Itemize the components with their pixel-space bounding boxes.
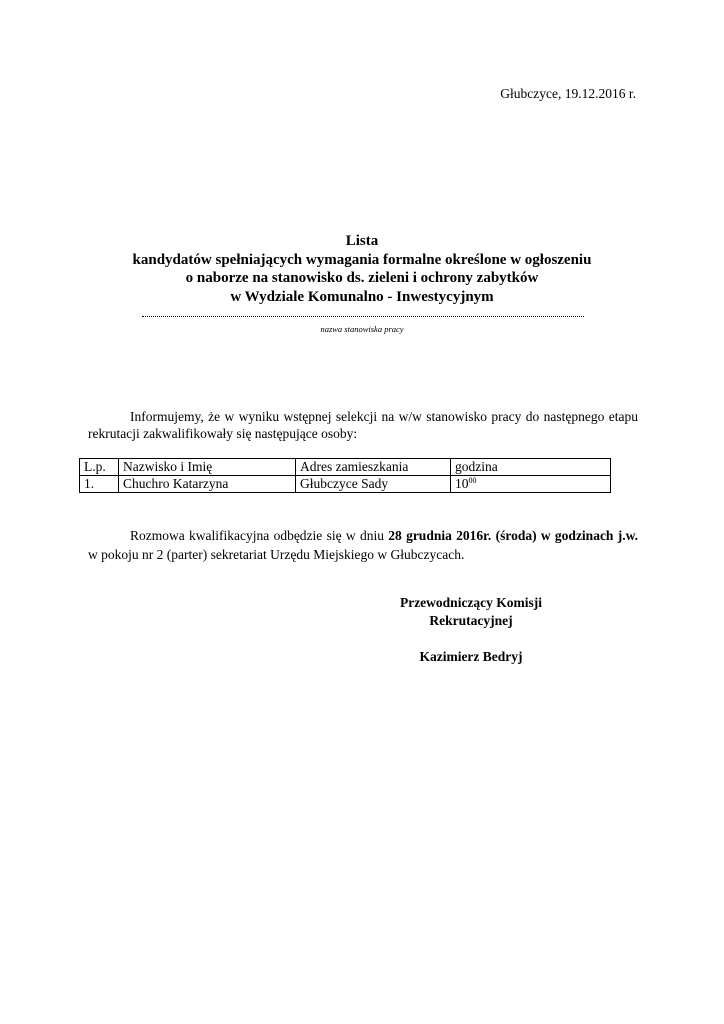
header-lp: L.p. — [80, 459, 119, 476]
cell-lp: 1. — [80, 476, 119, 493]
interview-text-1: Rozmowa kwalifikacyjna odbędzie się w dniu — [130, 528, 389, 543]
interview-date-bold: 28 grudnia 2016r. (środa) w godzinach j.w. — [388, 528, 638, 543]
interview-text-2: w pokoju nr 2 (parter) sekretariat Urzędu Miejskiego w Głubczycach. — [88, 547, 465, 562]
cell-name: Chuchro Katarzyna — [119, 476, 296, 493]
signature-name: Kazimierz Bedryj — [419, 649, 523, 664]
hour-value: 10 — [455, 476, 469, 491]
signature-block — [356, 594, 586, 666]
title-line-1: Lista — [345, 233, 379, 249]
table-header-row — [80, 459, 611, 476]
table-row — [80, 476, 611, 493]
signature-title-1: Przewodniczący Komisji — [399, 595, 543, 610]
document-title — [0, 232, 724, 306]
signature-title-2: Rekrutacyjnej — [429, 613, 513, 628]
interview-paragraph — [88, 526, 638, 564]
header-hour: godzina — [451, 459, 611, 476]
intro-paragraph: Informujemy, że w wyniku wstępnej selekcji na w/w stanowisko pracy do następnego etapu rekrutacji zakwalifikowały się następujące osoby: — [88, 409, 638, 441]
place-date: Głubczyce, 19.12.2016 r. — [500, 86, 636, 101]
title-line-4: w Wydziale Komunalno - Inwestycyjnym — [230, 288, 494, 305]
minutes-value: 00 — [468, 476, 477, 485]
header-name: Nazwisko i Imię — [119, 459, 296, 476]
header-address: Adres zamieszkania — [296, 459, 451, 476]
cell-hour — [451, 476, 611, 493]
title-line-2: kandydatów spełniających wymagania formalne określone w ogłoszeniu — [132, 251, 592, 268]
cell-address: Głubczyce Sady — [296, 476, 451, 493]
title-line-3: o naborze na stanowisko ds. zieleni i ochrony zabytków — [185, 270, 539, 286]
position-caption: nazwa stanowiska pracy — [320, 324, 404, 334]
candidates-table — [79, 458, 611, 493]
dotted-separator — [142, 316, 584, 317]
